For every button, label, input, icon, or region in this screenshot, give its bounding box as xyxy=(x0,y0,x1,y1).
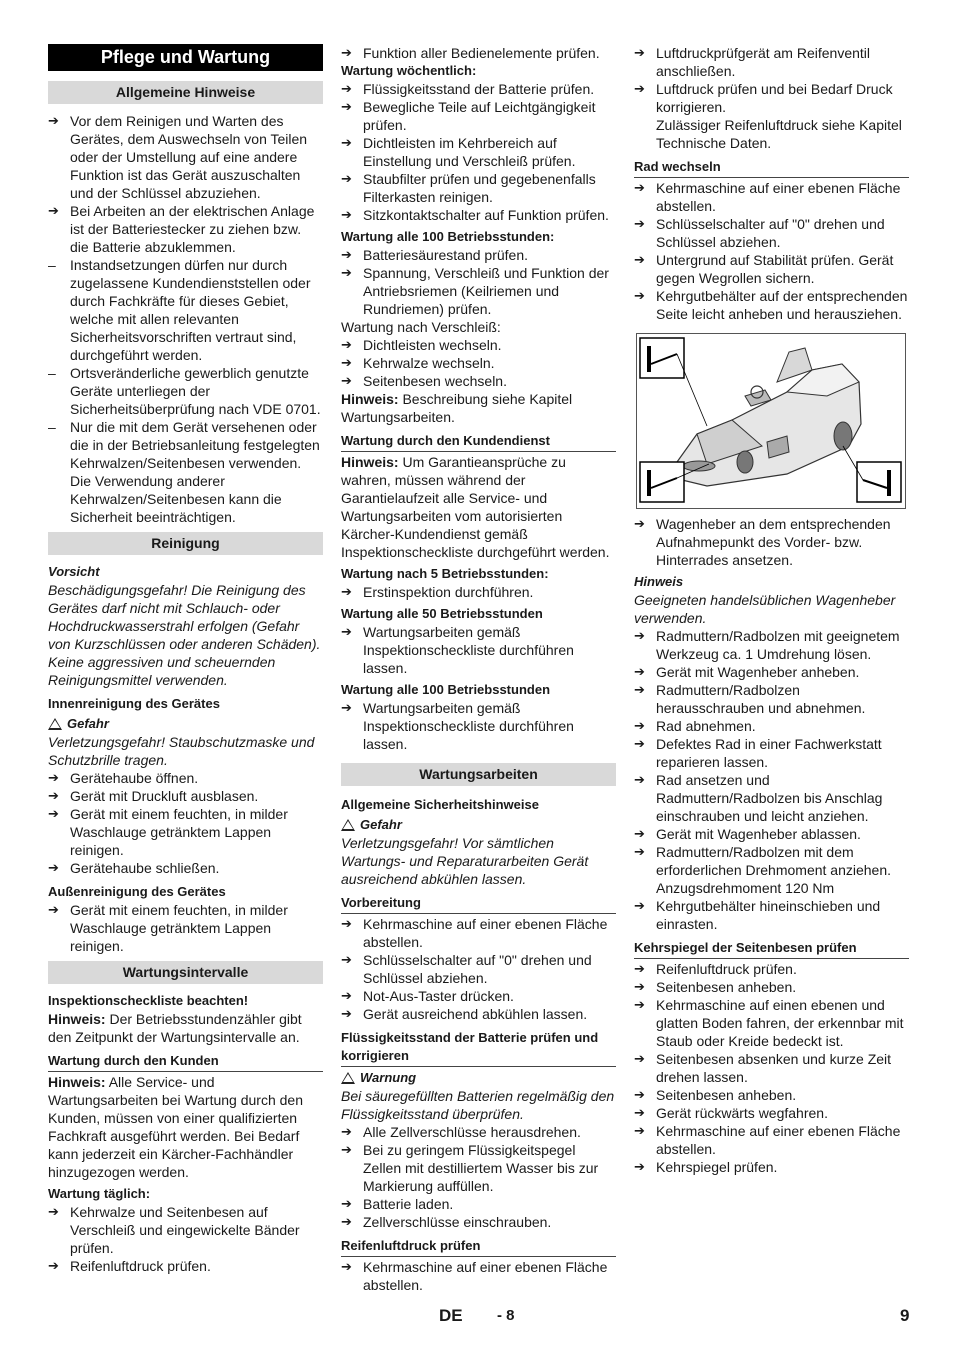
arrow-right-icon: ➔ xyxy=(634,997,645,1012)
list-item xyxy=(341,98,616,134)
hint-wear: Hinweis: Beschreibung siehe Kapitel Wartungsarbeiten. xyxy=(341,391,573,425)
list-weekly xyxy=(341,80,616,224)
list-item-text: Bei Arbeiten an der elektrischen Anlage ist der Batteriestecker zu ziehen bzw. die Batterie abzuklemmen. xyxy=(70,203,315,255)
dash-bullet: – xyxy=(48,419,56,435)
list-item-text: Zellverschlüsse einschrauben. xyxy=(363,1214,552,1230)
list-100h xyxy=(341,246,616,318)
list-jack xyxy=(634,515,909,569)
list-item-text: Kehrwalze und Seitenbesen auf Verschleiß und eingewickelte Bänder prüfen. xyxy=(70,1204,300,1256)
column-3 xyxy=(634,44,909,1176)
arrow-right-icon: ➔ xyxy=(341,988,352,1003)
section-title: Pflege und Wartung xyxy=(48,44,323,71)
list-item xyxy=(634,1104,909,1122)
list-item xyxy=(341,1213,616,1231)
warning-triangle-icon xyxy=(341,1072,355,1084)
list-item xyxy=(634,717,909,735)
footer-page: - 8 xyxy=(497,1307,515,1324)
list-item xyxy=(634,960,909,978)
list-item xyxy=(634,1050,909,1086)
fluid-text: Bei säuregefüllten Batterien regelmäßig den Flüssigkeitsstand überprüfen. xyxy=(341,1088,615,1122)
arrow-right-icon: ➔ xyxy=(341,355,352,370)
arrow-right-icon: ➔ xyxy=(341,135,352,150)
list-item xyxy=(341,1123,616,1141)
list-item-text: Kehrmaschine auf einer ebenen Fläche abstellen. xyxy=(656,1123,901,1157)
list-item-text: Kehrwalze wechseln. xyxy=(363,355,495,371)
list-item xyxy=(341,987,616,1005)
list-item xyxy=(341,1195,616,1213)
arrow-right-icon: ➔ xyxy=(634,664,645,679)
arrow-right-icon: ➔ xyxy=(341,1006,352,1021)
arrow-right-icon: ➔ xyxy=(634,1159,645,1174)
list-item xyxy=(634,771,909,825)
arrow-right-icon: ➔ xyxy=(341,45,352,60)
list-item-text: Gerät rückwärts wegfahren. xyxy=(656,1105,828,1121)
list-item xyxy=(48,769,323,787)
list-item xyxy=(634,978,909,996)
list-general xyxy=(48,112,323,526)
danger-text: Verletzungsgefahr! Staubschutzmaske und Schutzbrille tragen. xyxy=(48,734,315,768)
list-item xyxy=(48,418,323,526)
arrow-right-icon: ➔ xyxy=(634,718,645,733)
caution-label: Vorsicht xyxy=(48,564,100,579)
heading-wheel-change: Rad wechseln xyxy=(634,158,909,178)
list-item xyxy=(341,264,616,318)
arrow-right-icon: ➔ xyxy=(634,45,645,60)
arrow-right-icon: ➔ xyxy=(48,806,59,821)
list-item xyxy=(48,202,323,256)
list-item-text: Erstinspektion durchführen. xyxy=(363,584,534,600)
list-item-text: Gerätehaube öffnen. xyxy=(70,770,199,786)
caution-text: Beschädigungsgefahr! Die Reinigung des Gerätes darf nicht mit Schlauch- oder Hochdruckwasserstrahl erfolgen (Gefahr von Kurzschlüssen oder anderen Schäden). xyxy=(48,582,321,652)
list-item xyxy=(634,681,909,717)
column-1 xyxy=(48,44,323,1275)
list-item-text: Kehrgutbehälter auf der entsprechenden Seite leicht anheben und herausziehen. xyxy=(656,288,908,322)
list-item xyxy=(634,1122,909,1158)
arrow-right-icon: ➔ xyxy=(634,736,645,751)
list-item xyxy=(634,1086,909,1104)
arrow-right-icon: ➔ xyxy=(634,1051,645,1066)
list-item xyxy=(48,805,323,859)
arrow-right-icon: ➔ xyxy=(634,1123,645,1138)
arrow-right-icon: ➔ xyxy=(341,373,352,388)
list-item-text: Funktion aller Bedienelemente prüfen. xyxy=(363,45,600,61)
list-item xyxy=(634,251,909,287)
list-item-text: Kehrmaschine auf einen ebenen und glatten Boden fahren, der erkennbar mit Staub oder Kreide bedeckt ist. xyxy=(656,997,904,1049)
list-100h-service xyxy=(341,699,616,753)
list-item-text: Rad abnehmen. xyxy=(656,718,756,734)
safety-text: Verletzungsgefahr! Vor sämtlichen Wartungs- und Reparaturarbeiten Gerät ausreichend abkühlen lassen. xyxy=(341,835,589,887)
list-item xyxy=(341,246,616,264)
heading-inner-cleaning: Innenreinigung des Gerätes xyxy=(48,696,220,711)
list-item xyxy=(48,1203,323,1257)
arrow-right-icon: ➔ xyxy=(48,1258,59,1273)
warning-row xyxy=(341,1069,616,1087)
arrow-right-icon: ➔ xyxy=(341,247,352,262)
hint-counter: Hinweis: Der Betriebsstundenzähler gibt den Zeitpunkt der Wartungsintervalle an. xyxy=(48,1011,302,1045)
list-item xyxy=(341,951,616,987)
hint-service: Hinweis: Um Garantieansprüche zu wahren, müssen während der Garantielaufzeit alle Service- und Wartungsarbeiten vom autorisierten Kärcher-Kundendienst gemäß Inspektionscheckliste durchgeführt werden. xyxy=(341,454,610,560)
list-item-text: Dichtleisten wechseln. xyxy=(363,337,502,353)
list-item xyxy=(341,134,616,170)
list-item-text: Gerät ausreichend abkühlen lassen. xyxy=(363,1006,588,1022)
column-2 xyxy=(341,44,616,1294)
list-item-text: Gerät mit Wagenheber ablassen. xyxy=(656,826,861,842)
arrow-right-icon: ➔ xyxy=(341,1124,352,1139)
arrow-right-icon: ➔ xyxy=(634,1087,645,1102)
danger-row xyxy=(341,816,616,834)
list-tyre-pressure-cont xyxy=(634,44,909,116)
arrow-right-icon: ➔ xyxy=(341,99,352,114)
list-item xyxy=(634,515,909,569)
list-wheel-change-2 xyxy=(634,627,909,879)
list-item-text: Not-Aus-Taster drücken. xyxy=(363,988,514,1004)
list-item xyxy=(634,179,909,215)
list-item-text: Instandsetzungen dürfen nur durch zugelassene Kundendienststellen oder durch Fachkräfte für dieses Gebiet, welche mit allen relevanten Sicherheitsvorschriften vertraut sind, durchgeführt werden. xyxy=(70,257,311,363)
list-item xyxy=(341,372,616,390)
list-item-text: Gerät mit Druckluft ausblasen. xyxy=(70,788,259,804)
list-item xyxy=(341,170,616,206)
list-item-text: Gerät mit Wagenheber anheben. xyxy=(656,664,860,680)
arrow-right-icon: ➔ xyxy=(341,81,352,96)
arrow-right-icon: ➔ xyxy=(634,844,645,859)
wear-label: Wartung nach Verschleiß: xyxy=(341,319,501,335)
list-item-text: Reifenluftdruck prüfen. xyxy=(656,961,797,977)
arrow-right-icon: ➔ xyxy=(341,952,352,967)
list-item xyxy=(48,901,323,955)
list-item xyxy=(341,1258,616,1294)
arrow-right-icon: ➔ xyxy=(341,624,352,639)
list-item xyxy=(634,44,909,80)
list-outer-cleaning xyxy=(48,901,323,955)
arrow-right-icon: ➔ xyxy=(341,337,352,352)
warning-label: Warnung xyxy=(360,1070,417,1085)
heading-weekly: Wartung wöchentlich: xyxy=(341,63,477,78)
list-item xyxy=(48,112,323,202)
heading-service: Wartung durch den Kundendienst xyxy=(341,432,616,452)
list-item-text: Spannung, Verschleiß und Funktion der Antriebsriemen (Keilriemen und Rundriemen) prüfen. xyxy=(363,265,609,317)
list-item-text: Gerät mit einem feuchten, in milder Waschlauge getränktem Lappen reinigen. xyxy=(70,902,288,954)
list-item-text: Alle Zellverschlüsse herausdrehen. xyxy=(363,1124,581,1140)
list-item xyxy=(48,1257,323,1275)
list-item-text: Schlüsselschalter auf "0" drehen und Schlüssel abziehen. xyxy=(363,952,592,986)
list-item-text: Defektes Rad in einer Fachwerkstatt reparieren lassen. xyxy=(656,736,882,770)
list-item-text: Batteriesäurestand prüfen. xyxy=(363,247,528,263)
tyre-note: Zulässiger Reifenluftdruck siehe Kapitel Technische Daten. xyxy=(656,117,902,151)
arrow-right-icon: ➔ xyxy=(341,584,352,599)
list-item-text: Kehrmaschine auf einer ebenen Fläche abstellen. xyxy=(363,916,608,950)
list-item xyxy=(341,699,616,753)
list-item xyxy=(341,1141,616,1195)
warning-triangle-icon xyxy=(48,718,62,730)
heading-checklist: Inspektionscheckliste beachten! xyxy=(48,993,249,1008)
danger-label: Gefahr xyxy=(360,817,402,832)
list-item-text: Bei zu geringem Flüssigkeitspegel Zellen mit destilliertem Wasser bis zur Markierung auffüllen. xyxy=(363,1142,599,1194)
list-item-text: Seitenbesen wechseln. xyxy=(363,373,507,389)
list-item-text: Reifenluftdruck prüfen. xyxy=(70,1258,211,1274)
list-item-text: Kehrspiegel prüfen. xyxy=(656,1159,778,1175)
sweeper-jack-figure xyxy=(636,333,906,509)
heading-safety: Allgemeine Sicherheitshinweise xyxy=(341,797,539,812)
list-item-text: Radmuttern/Radbolzen mit dem erforderlichen Drehmoment anziehen. xyxy=(656,844,892,878)
list-item-text: Wartungsarbeiten gemäß Inspektionscheckliste durchführen lassen. xyxy=(363,700,574,752)
list-item xyxy=(341,80,616,98)
list-item-text: Gerätehaube schließen. xyxy=(70,860,220,876)
list-item-text: Nur die mit dem Gerät versehenen oder die in der Betriebsanleitung festgelegten Kehrwalzen/Seitenbesen verwenden. Die Verwendung anderer Kehrwalzen/Seitenbesen kann die Sicherheit beeinträchtigen. xyxy=(70,419,320,525)
list-item-text: Dichtleisten im Kehrbereich auf Einstellung und Verschleiß prüfen. xyxy=(363,135,576,169)
arrow-right-icon: ➔ xyxy=(634,81,645,96)
list-item-text: Gerät mit einem feuchten, in milder Waschlauge getränktem Lappen reinigen. xyxy=(70,806,288,858)
list-item-text: Seitenbesen anheben. xyxy=(656,1087,797,1103)
list-item xyxy=(341,623,616,677)
list-item-text: Bewegliche Teile auf Leichtgängigkeit prüfen. xyxy=(363,99,596,133)
arrow-right-icon: ➔ xyxy=(48,1204,59,1219)
list-item-text: Wagenheber an dem entsprechenden Aufnahmepunkt des Vorder- bzw. Hinterrades ansetzen. xyxy=(656,516,891,568)
list-item xyxy=(634,843,909,879)
arrow-right-icon: ➔ xyxy=(634,180,645,195)
arrow-right-icon: ➔ xyxy=(341,1196,352,1211)
list-battery-fluid xyxy=(341,1123,616,1231)
heading-daily: Wartung täglich: xyxy=(48,1186,151,1201)
arrow-right-icon: ➔ xyxy=(48,113,59,128)
hint-customer: Hinweis: Alle Service- und Wartungsarbeiten bei Wartung durch den Kunden, müssen von einer qualifizierten Fachkraft ausgeführt werden. Bei Bedarf kann jederzeit ein Kärcher-Fachhändler hinzugezogen werden. xyxy=(48,1074,303,1180)
arrow-right-icon: ➔ xyxy=(341,700,352,715)
list-item-text: Vor dem Reinigen und Warten des Gerätes, dem Auswechseln von Teilen oder der Umstellung auf eine andere Funktion ist das Gerät auszuschalten und der Schlüssel abzuziehen. xyxy=(70,113,308,201)
list-item xyxy=(341,206,616,224)
list-item xyxy=(341,44,616,62)
warning-triangle-icon xyxy=(341,819,355,831)
list-item xyxy=(48,787,323,805)
arrow-right-icon: ➔ xyxy=(634,288,645,303)
heading-maintenance-works: Wartungsarbeiten xyxy=(341,763,616,786)
heading-outer-cleaning: Außenreinigung des Gerätes xyxy=(48,884,226,899)
danger-label: Gefahr xyxy=(67,716,109,731)
heading-sweep-pattern: Kehrspiegel der Seitenbesen prüfen xyxy=(634,939,909,959)
list-item xyxy=(341,354,616,372)
list-item-text: Luftdruckprüfgerät am Reifenventil anschließen. xyxy=(656,45,870,79)
list-daily xyxy=(48,1203,323,1275)
jack-hint: Geeigneten handelsüblichen Wagenheber verwenden. xyxy=(634,592,896,626)
list-wheel-change-3 xyxy=(634,897,909,933)
dash-bullet: – xyxy=(48,365,56,381)
list-item-text: Kehrmaschine auf einer ebenen Fläche abstellen. xyxy=(363,1259,608,1293)
list-item-text: Radmuttern/Radbolzen herausschrauben und abnehmen. xyxy=(656,682,866,716)
arrow-right-icon: ➔ xyxy=(634,1105,645,1120)
footer-page-number: 9 xyxy=(900,1306,910,1325)
page-footer xyxy=(0,1306,954,1330)
torque-note: Anzugsdrehmoment 120 Nm xyxy=(656,880,835,896)
arrow-right-icon: ➔ xyxy=(634,961,645,976)
arrow-right-icon: ➔ xyxy=(341,171,352,186)
list-item xyxy=(634,287,909,323)
list-item-text: Sitzkontaktschalter auf Funktion prüfen. xyxy=(363,207,609,223)
list-item-text: Schlüsselschalter auf "0" drehen und Schlüssel abziehen. xyxy=(656,216,885,250)
list-sweep-pattern xyxy=(634,960,909,1176)
list-item xyxy=(634,627,909,663)
list-item-text: Ortsveränderliche gewerblich genutzte Geräte unterliegen der Sicherheitsüberprüfung nach VDE 0701. xyxy=(70,365,321,417)
list-daily-cont xyxy=(341,44,616,62)
list-item-text: Untergrund auf Stabilität prüfen. Gerät gegen Wegrollen sichern. xyxy=(656,252,894,286)
list-item xyxy=(634,996,909,1050)
heading-5h: Wartung nach 5 Betriebsstunden: xyxy=(341,566,549,581)
list-item-text: Batterie laden. xyxy=(363,1196,454,1212)
list-item-text: Seitenbesen anheben. xyxy=(656,979,797,995)
list-item-text: Seitenbesen absenken und kurze Zeit drehen lassen. xyxy=(656,1051,892,1085)
arrow-right-icon: ➔ xyxy=(634,516,645,531)
heading-battery-fluid: Flüssigkeitsstand der Batterie prüfen und korrigieren xyxy=(341,1029,616,1067)
list-item xyxy=(634,663,909,681)
arrow-right-icon: ➔ xyxy=(48,860,59,875)
heading-general: Allgemeine Hinweise xyxy=(48,81,323,104)
danger-row xyxy=(48,715,323,733)
arrow-right-icon: ➔ xyxy=(341,916,352,931)
arrow-right-icon: ➔ xyxy=(341,1259,352,1274)
list-item xyxy=(341,915,616,951)
list-item-text: Rad ansetzen und Radmuttern/Radbolzen bis Anschlag einschrauben und leicht anziehen. xyxy=(656,772,883,824)
list-item xyxy=(48,256,323,364)
list-item-text: Flüssigkeitsstand der Batterie prüfen. xyxy=(363,81,595,97)
list-wheel-change xyxy=(634,179,909,323)
arrow-right-icon: ➔ xyxy=(634,826,645,841)
list-item-text: Luftdruck prüfen und bei Bedarf Druck korrigieren. xyxy=(656,81,893,115)
arrow-right-icon: ➔ xyxy=(48,902,59,917)
arrow-right-icon: ➔ xyxy=(341,1214,352,1229)
arrow-right-icon: ➔ xyxy=(48,203,59,218)
list-item xyxy=(341,336,616,354)
heading-100h-service: Wartung alle 100 Betriebsstunden xyxy=(341,682,551,697)
heading-cleaning: Reinigung xyxy=(48,532,323,555)
list-5h xyxy=(341,583,616,601)
list-item xyxy=(634,215,909,251)
arrow-right-icon: ➔ xyxy=(634,682,645,697)
dash-bullet: – xyxy=(48,257,56,273)
arrow-right-icon: ➔ xyxy=(341,207,352,222)
list-item xyxy=(634,825,909,843)
list-item-text: Wartungsarbeiten gemäß Inspektionscheckliste durchführen lassen. xyxy=(363,624,574,676)
list-item-text: Staubfilter prüfen und gegebenenfalls Filterkasten reinigen. xyxy=(363,171,596,205)
caution-text-2: Keine aggressiven und scheuernden Reinigungsmittel verwenden. xyxy=(48,654,276,688)
list-item xyxy=(48,364,323,418)
list-item xyxy=(341,583,616,601)
list-item xyxy=(634,897,909,933)
heading-100h: Wartung alle 100 Betriebsstunden: xyxy=(341,229,555,244)
sweeper-illustration xyxy=(637,334,905,508)
arrow-right-icon: ➔ xyxy=(341,1142,352,1157)
heading-intervals: Wartungsintervalle xyxy=(48,961,323,984)
list-50h xyxy=(341,623,616,677)
arrow-right-icon: ➔ xyxy=(634,216,645,231)
heading-customer-maintenance: Wartung durch den Kunden xyxy=(48,1052,323,1072)
arrow-right-icon: ➔ xyxy=(634,772,645,787)
list-tyre-pressure xyxy=(341,1258,616,1294)
heading-tyre-pressure: Reifenluftdruck prüfen xyxy=(341,1237,616,1257)
arrow-right-icon: ➔ xyxy=(634,628,645,643)
arrow-right-icon: ➔ xyxy=(48,788,59,803)
list-item xyxy=(341,1005,616,1023)
list-preparation xyxy=(341,915,616,1023)
hint-label: Hinweis xyxy=(634,574,684,589)
heading-50h: Wartung alle 50 Betriebsstunden xyxy=(341,606,543,621)
heading-preparation: Vorbereitung xyxy=(341,894,616,914)
list-item xyxy=(634,1158,909,1176)
arrow-right-icon: ➔ xyxy=(634,252,645,267)
list-item-text: Kehrgutbehälter hineinschieben und einrasten. xyxy=(656,898,881,932)
list-item xyxy=(48,859,323,877)
list-item-text: Radmuttern/Radbolzen mit geeignetem Werkzeug ca. 1 Umdrehung lösen. xyxy=(656,628,900,662)
list-wear xyxy=(341,336,616,390)
footer-language: DE xyxy=(439,1306,463,1325)
list-item xyxy=(634,80,909,116)
list-item xyxy=(634,735,909,771)
list-inner-cleaning xyxy=(48,769,323,877)
arrow-right-icon: ➔ xyxy=(634,898,645,913)
arrow-right-icon: ➔ xyxy=(48,770,59,785)
list-item-text: Kehrmaschine auf einer ebenen Fläche abstellen. xyxy=(656,180,901,214)
arrow-right-icon: ➔ xyxy=(634,979,645,994)
arrow-right-icon: ➔ xyxy=(341,265,352,280)
